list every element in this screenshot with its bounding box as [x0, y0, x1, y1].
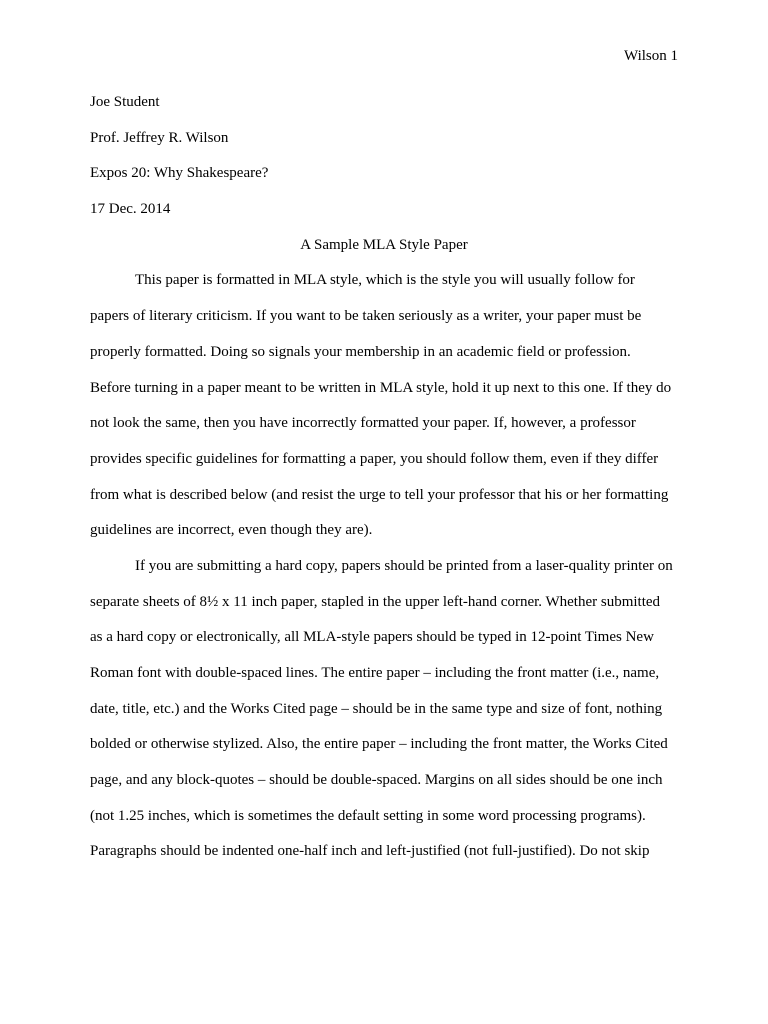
paragraph-line: guidelines are incorrect, even though they are).	[90, 522, 373, 539]
paragraph-line: papers of literary criticism. If you want to be taken seriously as a writer, your paper must be	[90, 308, 642, 325]
paragraph-line: If you are submitting a hard copy, papers should be printed from a laser-quality printer on	[135, 557, 673, 574]
paragraph-line: as a hard copy or electronically, all MLA-style papers should be typed in 12-point Times New	[90, 629, 654, 646]
paragraph-line: from what is described below (and resist the urge to tell your professor that his or her formatting	[90, 486, 669, 503]
paragraph-line: This paper is formatted in MLA style, which is the style you will usually follow for	[135, 272, 635, 289]
paragraph-line: page, and any block-quotes – should be double-spaced. Margins on all sides should be one inch	[90, 772, 663, 789]
paragraph-line: bolded or otherwise stylized. Also, the entire paper – including the front matter, the Works Cited	[90, 736, 668, 753]
paper-body	[90, 91, 678, 876]
paragraph-line: (not 1.25 inches, which is sometimes the default setting in some word processing programs).	[90, 807, 646, 824]
running-head: Wilson 1	[624, 48, 678, 64]
paragraph-line: not look the same, then you have incorrectly formatted your paper. If, however, a professor	[90, 415, 636, 432]
paragraph-line: Before turning in a paper meant to be written in MLA style, hold it up next to this one. If they do	[90, 379, 672, 396]
paragraph-line: Roman font with double-spaced lines. The entire paper – including the front matter (i.e., name,	[90, 665, 660, 681]
paragraph-line: date, title, etc.) and the Works Cited page – should be in the same type and size of font, nothing	[90, 700, 663, 717]
paragraph-2	[90, 555, 678, 876]
professor-name: Prof. Jeffrey R. Wilson	[90, 129, 229, 146]
student-name: Joe Student	[90, 94, 160, 110]
paper-date: 17 Dec. 2014	[90, 201, 171, 218]
paragraph-line: properly formatted. Doing so signals your membership in an academic field or profession.	[90, 343, 631, 360]
paper-title: A Sample MLA Style Paper	[300, 236, 468, 253]
course-name: Expos 20: Why Shakespeare?	[90, 165, 269, 182]
paragraph-line: Paragraphs should be indented one-half inch and left-justified (not full-justified). Do not skip	[90, 843, 650, 860]
paragraph-1	[90, 269, 678, 555]
paragraph-line: provides specific guidelines for formatting a paper, you should follow them, even if they differ	[90, 450, 659, 467]
paragraph-line: separate sheets of 8½ x 11 inch paper, stapled in the upper left-hand corner. Whether submitted	[90, 593, 661, 610]
